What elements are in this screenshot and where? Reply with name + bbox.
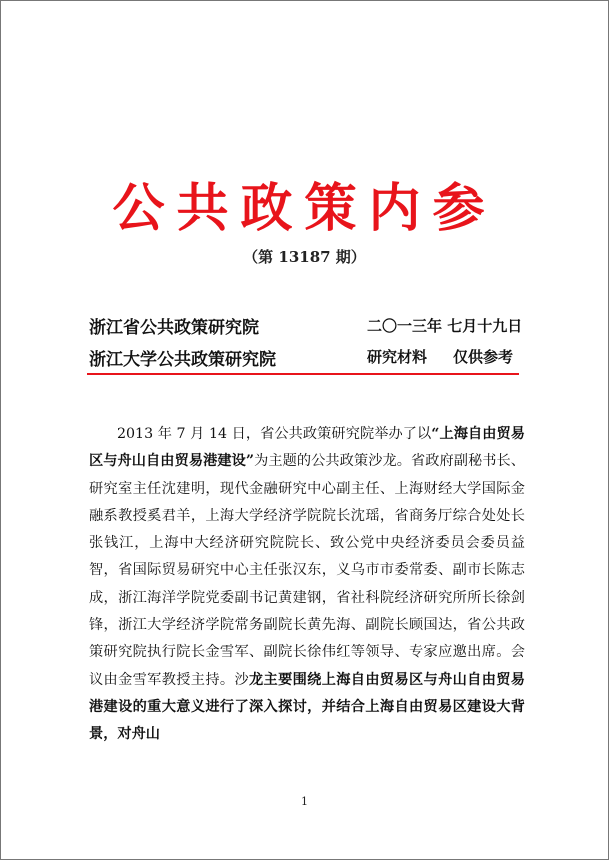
issue-number: （第 13187 期）: [243, 248, 366, 266]
publication-date: 二〇一三年 七月十九日: [367, 317, 523, 335]
org-name-university: 浙江大学公共政策研究院: [89, 350, 276, 370]
page-title: 公共政策内参: [112, 179, 497, 239]
marking-research-material: 研究材料: [367, 348, 428, 366]
body-text-topic: “上海自由贸易区与舟山自由贸易港建设”: [89, 426, 525, 470]
red-divider: [87, 373, 519, 375]
marking-reference-only: 仅供参考: [453, 348, 514, 366]
body-text: [89, 421, 525, 749]
org-name-provincial: 浙江省公共政策研究院: [89, 318, 259, 338]
document-markings: [367, 346, 513, 367]
body-text-part-3: 为主题的公共政策沙龙。省政府副秘书长、研究室主任沈建明，现代金融研究中心副主任、上海财经大学国际金融系教授奚君羊，上海大学经济学院院长沈瑶，省商务厅综合处处长张钱江，上海中大经济研究院院长、致公党中央经济委员会委员益智，省国际贸易研究中心主任张汉东，义乌市市委常委、副市长陈志成，浙江海洋学院党委副书记黄建钢，省社科院经济研究所所长徐剑锋，浙江大学经济学院常务副院长黄先海、副院长顾国达，省公共政策研究院执行院长金雪军、副院长徐伟红等领导、专家应邀出席。会议由金雪军教授主持。沙: [89, 453, 525, 688]
body-text-bold-summary: 龙主要围绕上海自由贸易区与舟山自由贸易港建设的重大意义进行了深入探讨，并结合上海自由贸易区建设大背景，对舟山: [89, 671, 525, 743]
body-text-part-1: 2013 年 7 月 14 日，省公共政策研究院举办了以: [117, 426, 432, 442]
page-number: 1: [301, 795, 308, 808]
